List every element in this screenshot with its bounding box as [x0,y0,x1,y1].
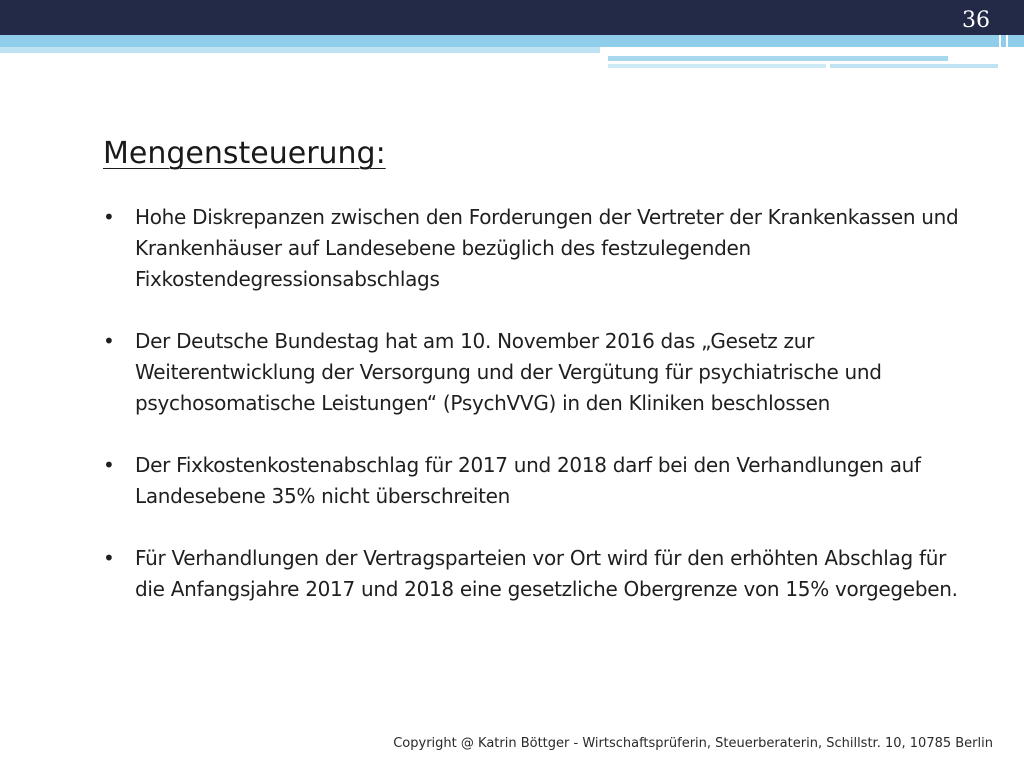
bullet-icon: • [103,453,115,477]
slide-content [103,134,963,605]
bullet-text: Für Verhandlungen der Vertragsparteien vor Ort wird für den erhöhten Abschlag für die Anfangsjahre 2017 und 2018 eine gesetzliche Obergrenze von 15% vorgegeben. [135,546,958,601]
bullet-item [103,326,963,419]
header-stripe [608,56,948,61]
footer-copyright: Copyright @ Katrin Böttger - Wirtschaftsprüferin, Steuerberaterin, Schillstr. 10, 10785 Berlin [393,736,993,751]
bullet-item [103,202,963,295]
bullet-icon: • [103,546,115,570]
page-number: 36 [962,8,990,33]
bullet-text: Hohe Diskrepanzen zwischen den Forderungen der Vertreter der Krankenkassen und Krankenhäuser auf Landesebene bezüglich des festzulegenden Fixkostendegressionsabschlags [135,205,959,291]
header-bar [0,0,1024,35]
header-divider [1006,35,1008,68]
bullet-icon: • [103,329,115,353]
bullet-text: Der Deutsche Bundestag hat am 10. November 2016 das „Gesetz zur Weiterentwicklung der Versorgung und der Vergütung für psychiatrische und psychosomatische Leistungen“ (PsychVVG) in den Kliniken beschlossen [135,329,882,415]
bullet-text: Der Fixkostenkostenabschlag für 2017 und 2018 darf bei den Verhandlungen auf Landesebene 35% nicht überschreiten [135,453,921,508]
header-divider [999,35,1001,68]
slide-title: Mengensteuerung: [103,136,386,171]
header-stripe [0,35,1024,47]
bullet-item [103,543,963,605]
bullet-icon: • [103,205,115,229]
header-stripe [0,47,600,53]
bullet-item [103,450,963,512]
header-stripe [608,64,826,68]
bullet-list [103,202,963,605]
header-stripe [830,64,998,68]
